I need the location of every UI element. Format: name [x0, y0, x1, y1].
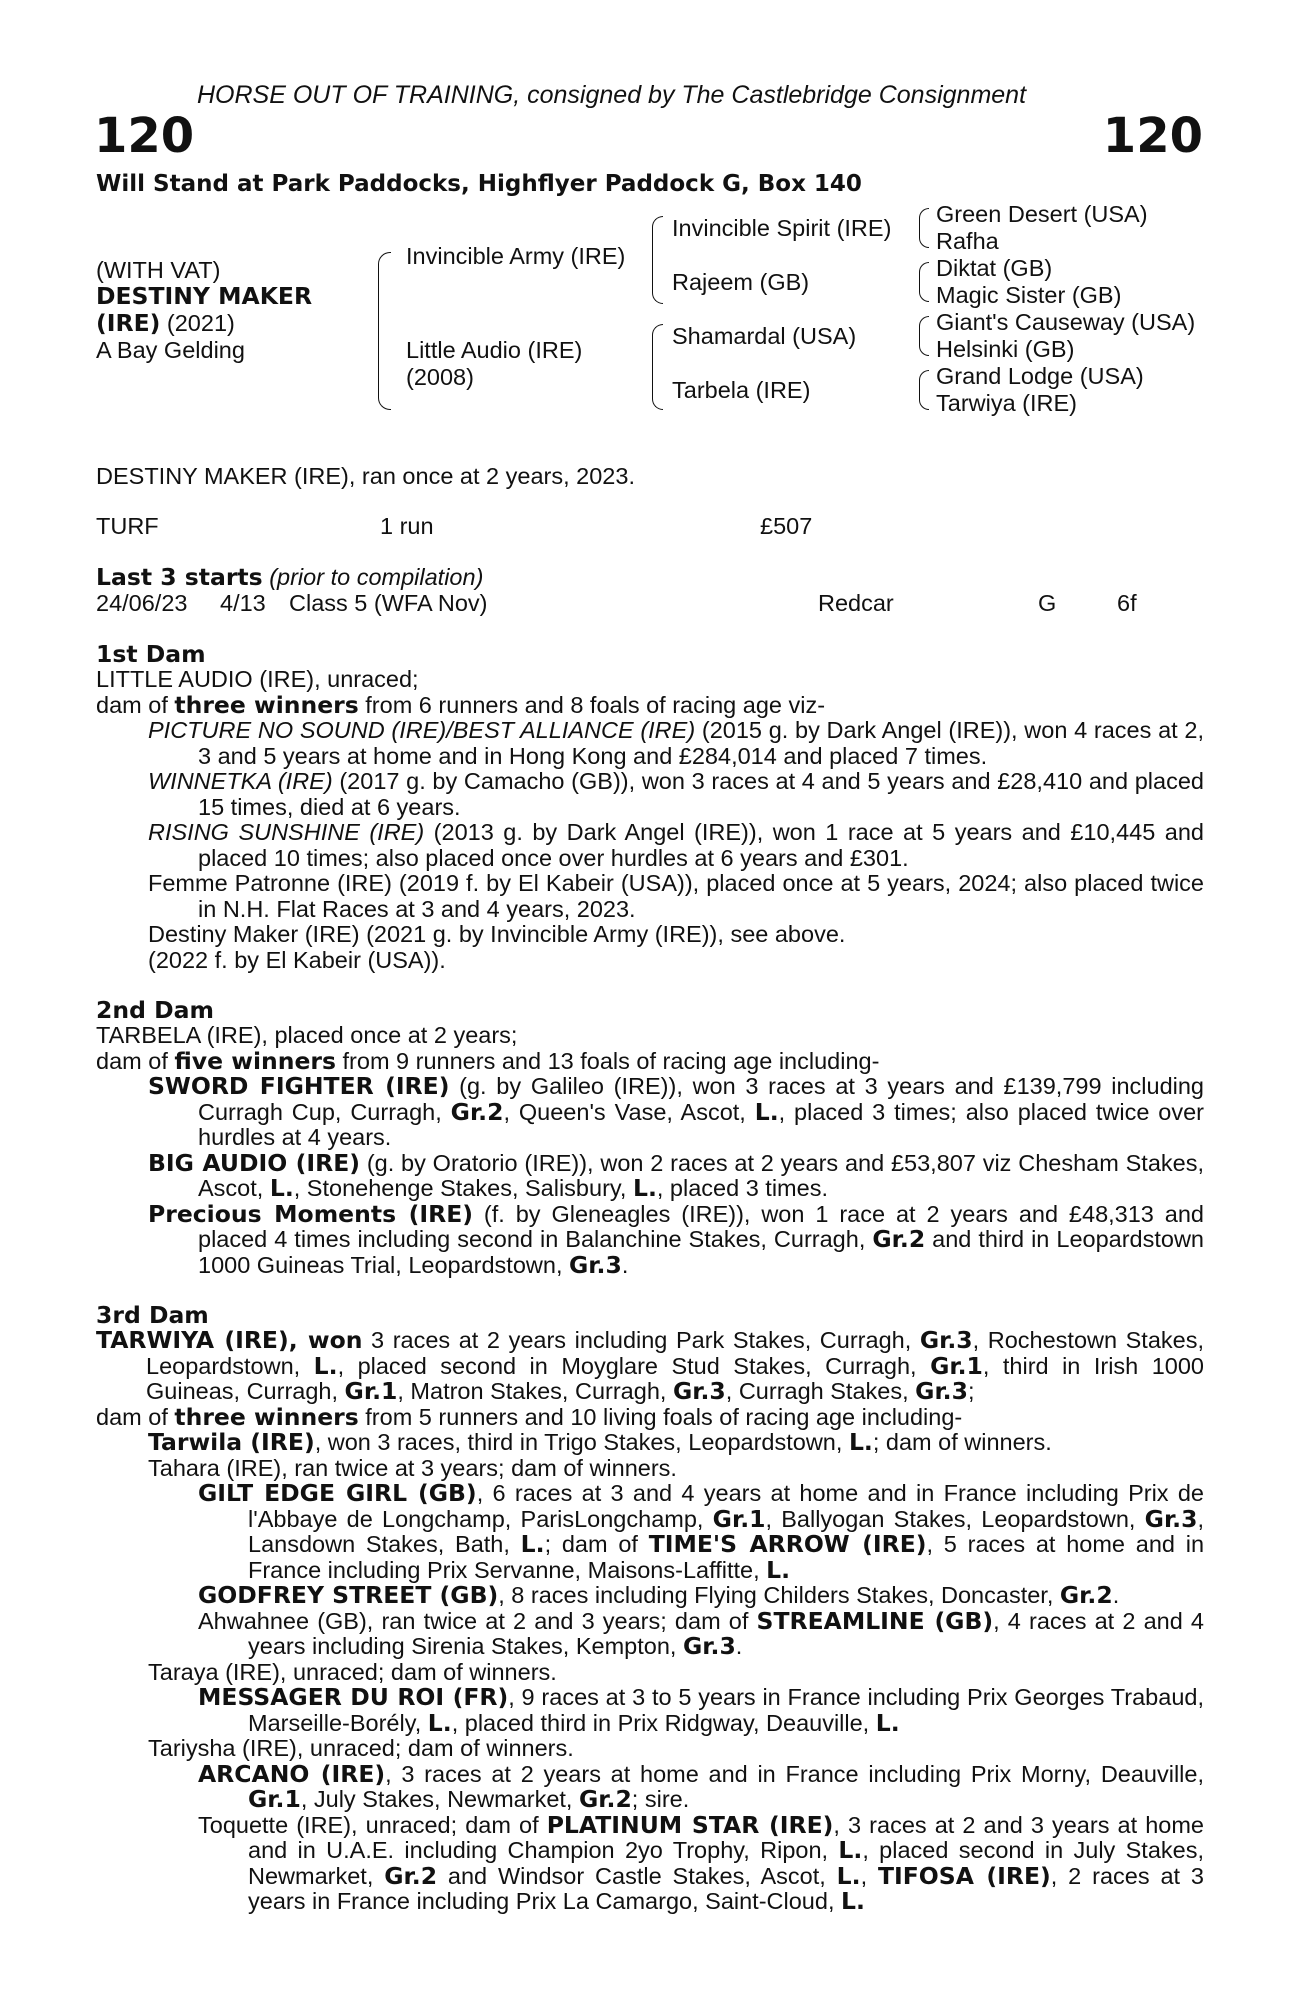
race-summary: DESTINY MAKER (IRE), ran once at 2 years, 2023.: [96, 463, 635, 489]
stand-location: Will Stand at Park Paddocks, Highflyer Paddock G, Box 140: [96, 171, 862, 197]
ggp-5: Giant's Causeway (USA): [936, 309, 1196, 335]
produce-entry: Femme Patronne (IRE) (2019 f. by El Kabeir (USA)), placed once at 5 years, 2024; also placed twice in N.H. Flat Races at 3 and 4 years, 2023.: [148, 870, 1204, 922]
record-runs: 1 run: [380, 513, 434, 539]
ggp-4: Magic Sister (GB): [936, 282, 1122, 308]
produce-entry: (2022 f. by El Kabeir (USA)).: [148, 946, 446, 973]
start-going: G: [1038, 590, 1057, 616]
second-dam-section: [96, 998, 1204, 1278]
grand-produce-entry: ARCANO (IRE), 3 races at 2 years at home and in France including Prix Morny, Deauville, Gr.1, July Stakes, Newmarket, Gr.2; sire.: [198, 1759, 1205, 1813]
second-dam-line1: TARBELA (IRE), placed once at 2 years;: [96, 1022, 518, 1048]
third-dam-record: TARWIYA (IRE), won 3 races at 2 years including Park Stakes, Curragh, Gr.3, Rochestown Stakes, Leopardstown, L., placed second in Moyglare Stud Stakes, Curragh, Gr.1, third in Irish 1000 Guineas, Curragh, Gr.1, Matron Stakes, Curragh, Gr.3, Curragh Stakes, Gr.3;: [96, 1326, 1205, 1405]
lot-number-left: 120: [94, 108, 195, 164]
ggp-3: Diktat (GB): [936, 255, 1053, 281]
horse-description: A Bay Gelding: [96, 337, 245, 363]
produce-entry: WINNETKA (IRE) (2017 g. by Camacho (GB)), won 3 races at 4 and 5 years and £28,410 and placed 15 times, died at 6 years.: [148, 768, 1204, 820]
grand-produce-entry: Ahwahnee (GB), ran twice at 2 and 3 years; dam of STREAMLINE (GB), 4 races at 2 and 4 years including Sirenia Stakes, Kempton, Gr.3.: [198, 1606, 1204, 1660]
third-dam-section: [96, 1303, 1204, 1915]
sire-sire: Invincible Spirit (IRE): [672, 215, 892, 241]
produce-entry: PICTURE NO SOUND (IRE)/BEST ALLIANCE (IRE) (2015 g. by Dark Angel (IRE)), won 4 races at 2, 3 and 5 years at home and in Hong Kong and £284,014 and placed 7 times.: [148, 717, 1204, 769]
produce-entry: Tarwila (IRE), won 3 races, third in Trigo Stakes, Leopardstown, L.; dam of winners.: [148, 1428, 1052, 1456]
brace-ggp3: [919, 316, 929, 356]
lot-number-right: 120: [1102, 108, 1203, 164]
dam-year: (2008): [406, 364, 474, 390]
brace-dam: [652, 324, 663, 410]
last-starts-heading: Last 3 starts (prior to compilation): [96, 563, 484, 591]
horse-name: DESTINY MAKER: [96, 282, 313, 310]
start-class: Class 5 (WFA Nov): [289, 590, 488, 616]
produce-entry: BIG AUDIO (IRE) (g. by Oratorio (IRE)), won 2 races at 2 years and £53,807 viz Chesham Stakes, Ascot, L., Stonehenge Stakes, Salisbury, L., placed 3 times.: [148, 1148, 1204, 1202]
brace-ggp4: [919, 370, 929, 410]
record-earnings: £507: [760, 513, 813, 539]
brace-ggp2: [919, 262, 929, 302]
ggp-2: Rafha: [936, 228, 999, 254]
produce-entry: SWORD FIGHTER (IRE) (g. by Galileo (IRE)), won 3 races at 3 years and £139,799 including Curragh Cup, Curragh, Gr.2, Queen's Vase, Ascot, L., placed 3 times; also placed twice over hurdles at 4 years.: [148, 1072, 1205, 1150]
grand-produce-entry: MESSAGER DU ROI (FR), 9 races at 3 to 5 years in France including Prix Georges Trabaud, Marseille-Borély, L., placed third in Prix Ridgway, Deauville, L.: [198, 1683, 1204, 1737]
start-course: Redcar: [818, 590, 894, 616]
sire: Invincible Army (IRE): [406, 243, 626, 269]
produce-entry: RISING SUNSHINE (IRE) (2013 g. by Dark Angel (IRE)), won 1 race at 5 years and £10,445 and placed 10 times; also placed once over hurdles at 6 years and £301.: [148, 819, 1204, 871]
second-dam-title: 2nd Dam: [96, 996, 214, 1024]
first-dam-title: 1st Dam: [96, 640, 206, 668]
first-dam-line1: LITTLE AUDIO (IRE), unraced;: [96, 666, 419, 692]
ggp-8: Tarwiya (IRE): [936, 390, 1078, 416]
ggp-7: Grand Lodge (USA): [936, 363, 1144, 389]
dam-sire: Shamardal (USA): [672, 323, 857, 349]
grand-produce-entry: GILT EDGE GIRL (GB), 6 races at 3 and 4 years at home and in France including Prix de l'Abbaye de Longchamp, ParisLongchamp, Gr.1, Ballyogan Stakes, Leopardstown, Gr.3, Lansdown Stakes, Bath, L.; dam of TIME'S ARROW (IRE), 5 races at home and in France including Prix Servanne, Maisons-Laffitte, L.: [198, 1479, 1205, 1584]
vat-note: (WITH VAT): [96, 257, 221, 283]
produce-entry: Tariysha (IRE), unraced; dam of winners.: [148, 1735, 574, 1761]
brace-ggp1: [919, 208, 929, 248]
brace-gen1: [378, 252, 391, 410]
produce-entry: Taraya (IRE), unraced; dam of winners.: [148, 1658, 557, 1685]
start-distance: 6f: [1117, 590, 1137, 616]
start-date: 24/06/23: [96, 590, 188, 616]
dam: Little Audio (IRE): [406, 337, 583, 363]
horse-origin-year: (IRE) (2021): [96, 309, 235, 337]
ggp-6: Helsinki (GB): [936, 336, 1075, 362]
grand-produce-entry: GODFREY STREET (GB), 8 races including Flying Childers Stakes, Doncaster, Gr.2.: [198, 1581, 1120, 1609]
consignment-line: HORSE OUT OF TRAINING, consigned by The Castlebridge Consignment: [197, 81, 1027, 109]
sire-dam: Rajeem (GB): [672, 269, 810, 295]
first-dam-line2: dam of three winners from 6 runners and 8 foals of racing age viz-: [96, 690, 826, 719]
third-dam-produce-line: dam of three winners from 5 runners and 10 living foals of racing age including-: [96, 1402, 963, 1431]
record-surface: TURF: [96, 513, 159, 539]
produce-entry: Precious Moments (IRE) (f. by Gleneagles (IRE)), won 1 race at 2 years and £48,313 and placed 4 times including second in Balanchine Stakes, Curragh, Gr.2 and third in Leopardstown 1000 Guineas Trial, Leopardstown, Gr.3.: [148, 1199, 1205, 1279]
start-position: 4/13: [220, 590, 266, 616]
first-dam-section: [96, 642, 1204, 973]
grand-produce-entry: Toquette (IRE), unraced; dam of PLATINUM STAR (IRE), 3 races at 2 and 3 years at home and in U.A.E. including Champion 2yo Trophy, Ripon, L., placed second in July Stakes, Newmarket, Gr.2 and Windsor Castle Stakes, Ascot, L., TIFOSA (IRE), 2 races at 3 years in France including Prix La Camargo, Saint-Cloud, L.: [198, 1810, 1204, 1915]
brace-sire: [652, 216, 663, 304]
produce-entry: Tahara (IRE), ran twice at 3 years; dam of winners.: [148, 1454, 677, 1481]
ggp-1: Green Desert (USA): [936, 201, 1148, 227]
second-dam-line2: dam of five winners from 9 runners and 13 foals of racing age including-: [96, 1046, 880, 1075]
dam-dam: Tarbela (IRE): [672, 377, 811, 403]
third-dam-title: 3rd Dam: [96, 1301, 209, 1329]
produce-entry: Destiny Maker (IRE) (2021 g. by Invincible Army (IRE)), see above.: [148, 921, 846, 947]
